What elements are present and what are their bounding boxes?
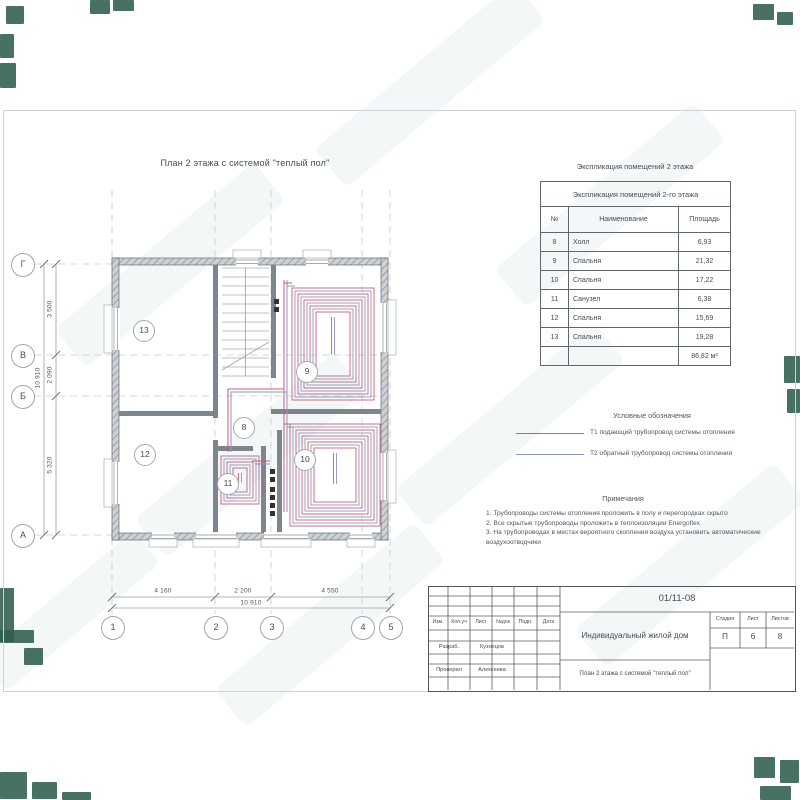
legend-line-return (516, 454, 584, 455)
axis-bubble-5: 5 (379, 616, 403, 640)
schedule-col-name: Наименование (569, 207, 679, 233)
logo-fragment (0, 63, 16, 88)
tb-name-prover: Алексеева (478, 667, 506, 673)
tb-sheets-value: 8 (777, 632, 783, 641)
note-item: 2. Все скрытые трубопроводы проложить в теплоизоляции Energoflex (486, 519, 700, 527)
room-label-10: 10 (294, 449, 316, 471)
dim-left-1: 3 500 (46, 300, 54, 318)
logo-fragment (780, 760, 799, 783)
axis-bubble-g: Г (11, 253, 35, 277)
schedule-row: 13 Спальня 19,28 (541, 328, 731, 347)
tb-header-data: Дата (542, 619, 555, 625)
tb-role-razrab: Разраб. (438, 644, 460, 650)
tb-stage-value: П (722, 632, 728, 641)
legend-line-supply (516, 433, 584, 434)
schedule-total-row (541, 347, 731, 366)
schedule-row: 8 Холл 6,93 (541, 233, 731, 252)
axis-bubble-v: В (11, 344, 35, 368)
legend-title: Условные обозначения (613, 411, 691, 420)
plan-title: План 2 этажа с системой "теплый пол" (160, 158, 330, 168)
logo-fragment (62, 792, 91, 800)
logo-fragment (90, 0, 110, 14)
schedule-row: 12 Спальня 15,69 (541, 309, 731, 328)
logo-fragment (0, 772, 27, 799)
legend-label-supply: Т1 подающий трубопровод системы отопления (590, 429, 735, 436)
tb-sheet-value: 6 (750, 632, 756, 641)
dim-bottom-total: 10 910 (240, 599, 262, 607)
tb-header-podp: Подп. (518, 619, 533, 625)
tb-header-koluch: Кол.уч (451, 619, 467, 625)
title-block-doc-number: 01/11-08 (658, 593, 696, 604)
room-label-11: 11 (217, 473, 239, 495)
room-label-8: 8 (233, 417, 255, 439)
axis-bubble-2: 2 (204, 616, 228, 640)
schedule-row: 9 Спальня 21,32 (541, 252, 731, 271)
room-label-9: 9 (296, 361, 318, 383)
notes-list (486, 509, 774, 547)
tb-sheet-label: Лист (747, 616, 759, 622)
title-block-project: Индивидуальный жилой дом (581, 631, 689, 640)
tb-sheets-label: Листов (771, 616, 789, 622)
axis-bubble-b: Б (11, 385, 35, 409)
room-label-12: 12 (134, 444, 156, 466)
tb-header-doc: №док (496, 619, 510, 625)
schedule-row: 10 Спальня 17,22 (541, 271, 731, 290)
note-item: 1. Трубопроводы системы отопления проложить в полу и перегородках скрыто (486, 510, 728, 517)
axis-bubble-1: 1 (101, 616, 125, 640)
logo-fragment (113, 0, 134, 11)
axis-bubble-3: 3 (260, 616, 284, 640)
logo-fragment (777, 12, 793, 25)
dim-left-3: 5 320 (46, 456, 54, 474)
title-block-sheet-title: План 2 этажа с системой "теплый пол" (579, 670, 691, 677)
dim-bottom-2: 2 200 (234, 587, 252, 595)
logo-fragment (0, 34, 14, 58)
tb-role-prover: Проверил (436, 667, 462, 673)
dim-left-2: 2 090 (46, 366, 54, 384)
logo-fragment (754, 757, 775, 778)
logo-fragment (32, 782, 57, 799)
schedule-total: 86,82 м² (679, 347, 731, 366)
schedule-col-area: Площадь (679, 207, 731, 233)
dim-bottom-3: 4 550 (321, 587, 339, 595)
notes-title: Примечания (602, 494, 644, 503)
tb-header-izm: Изм. (432, 619, 444, 625)
note-item: 3. На трубопроводах в местах вероятного скопления воздуха установить автоматические воздухоотводчики (486, 529, 761, 546)
tb-name-razrab: Кузнецов (479, 644, 505, 650)
logo-fragment (753, 4, 774, 20)
room-schedule-table (540, 181, 731, 366)
dim-bottom-1: 4 160 (154, 587, 172, 595)
tb-stage-label: Стадия (715, 616, 735, 622)
logo-fragment (760, 786, 791, 800)
schedule-col-num: № (541, 207, 569, 233)
schedule-caption: Экспликация помещений 2 этажа (576, 162, 694, 171)
legend-label-return: Т2 обратный трубопровод системы отопления (590, 450, 733, 457)
axis-bubble-4: 4 (351, 616, 375, 640)
schedule-rows (541, 233, 731, 347)
schedule-row: 11 Санузел 6,38 (541, 290, 731, 309)
dim-left-total: 10 910 (34, 367, 42, 389)
room-label-13: 13 (133, 320, 155, 342)
schedule-title: Экспликация помещений 2-го этажа (541, 182, 731, 207)
logo-fragment (6, 6, 24, 24)
tb-header-list: Лист (475, 619, 487, 625)
axis-bubble-a: А (11, 524, 35, 548)
